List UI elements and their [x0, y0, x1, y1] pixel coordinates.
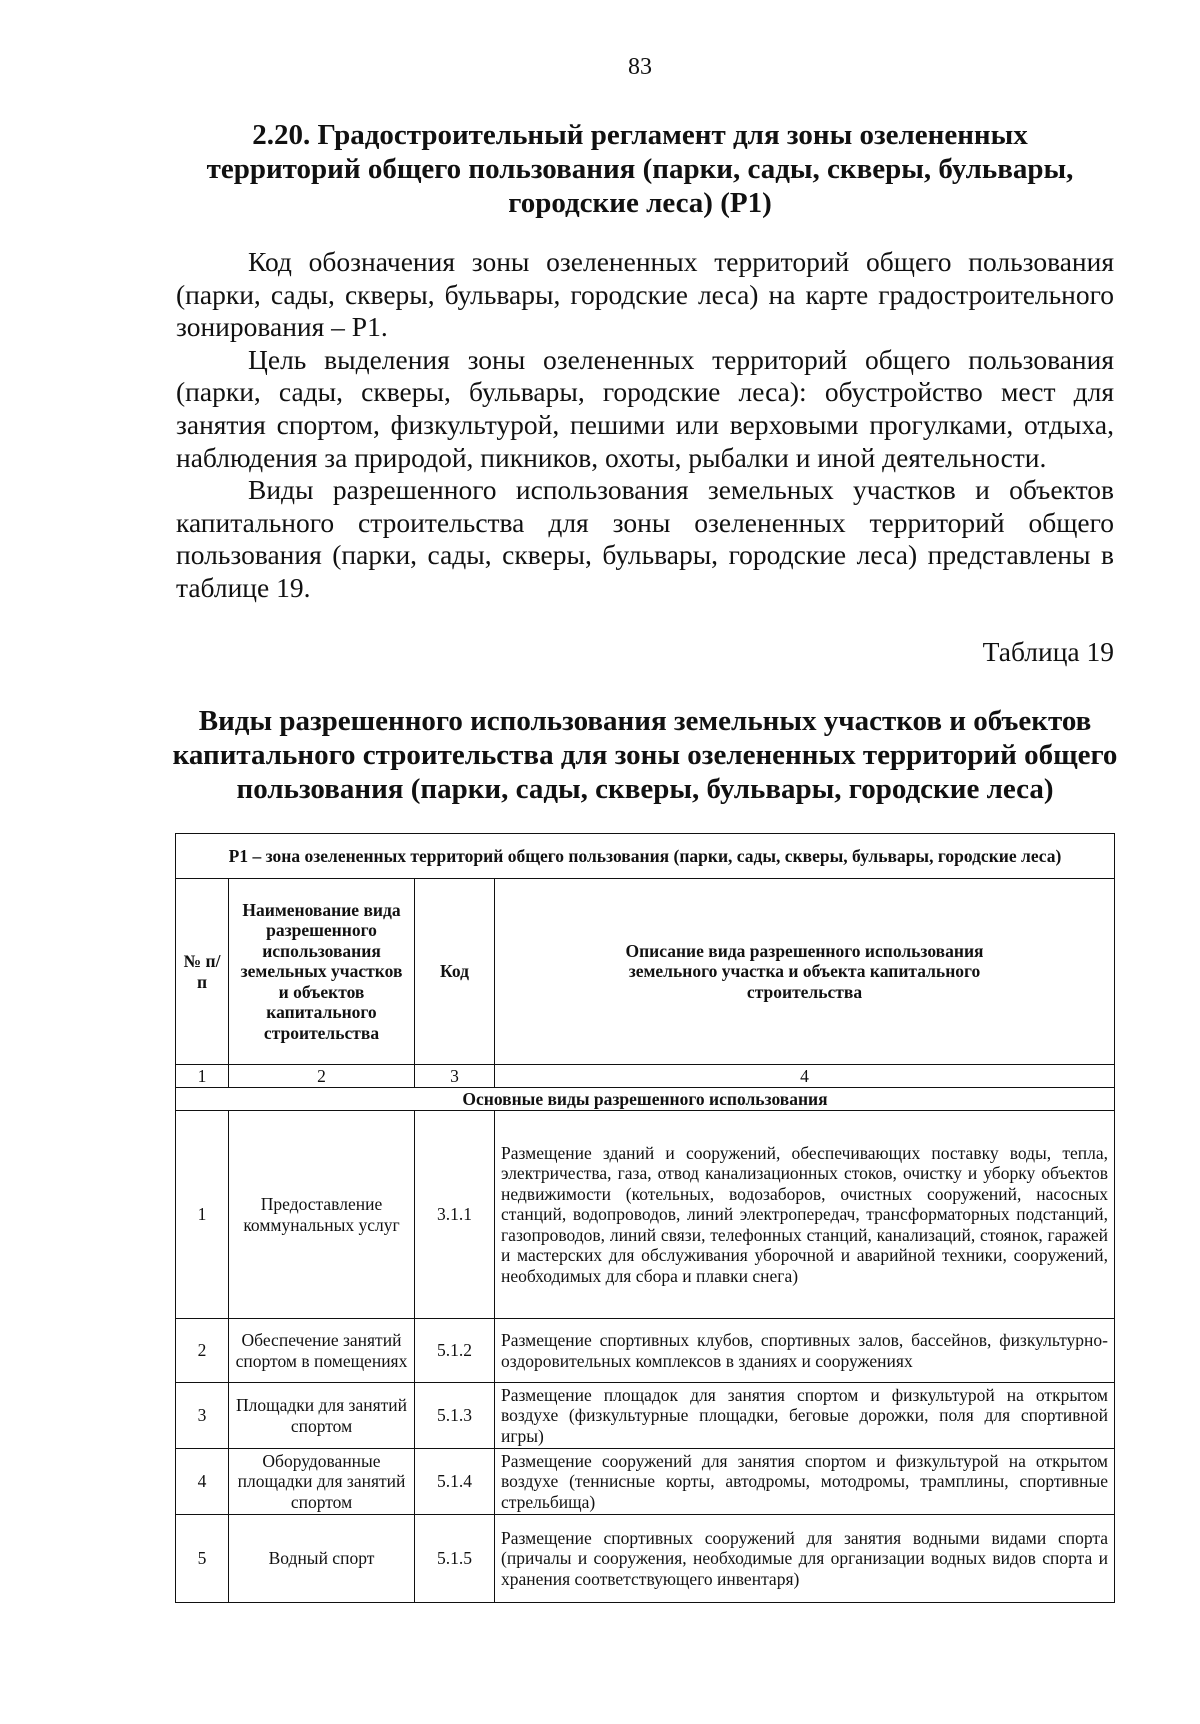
column-number: 1: [176, 1065, 229, 1088]
row-code: 3.1.1: [415, 1111, 495, 1319]
header-num: № п/п: [176, 879, 229, 1065]
row-num: 5: [176, 1515, 229, 1603]
row-code: 5.1.5: [415, 1515, 495, 1603]
table-row: [176, 1383, 1115, 1449]
row-description: Размещение спортивных клубов, спортивных залов, бассейнов, физкультурно-оздоровительных комплексов в зданиях и сооружениях: [495, 1319, 1115, 1383]
row-num: 3: [176, 1383, 229, 1449]
row-description: Размещение спортивных сооружений для занятия водными видами спорта (причалы и сооружения, необходимые для организации водных видов спорта и хранения соответствующего инвентаря): [495, 1515, 1115, 1603]
row-code: 5.1.3: [415, 1383, 495, 1449]
row-description: Размещение зданий и сооружений, обеспечивающих поставку воды, тепла, электричества, газа, отвод канализационных стоков, очистку и уборку объектов недвижимости (котельных, водозаборов, очистных сооружений, насосных станций, водопроводов, линий электропередач, трансформаторных подстанций, газопроводов, линий связи, телефонных станций, канализаций, стоянок, гаражей и мастерских для обслуживания уборочной и аварийной техники, сооружений, необходимых для сбора и плавки снега): [495, 1111, 1115, 1319]
row-name: Обеспечение занятий спортом в помещениях: [229, 1319, 415, 1383]
row-name: Предоставление коммунальных услуг: [229, 1111, 415, 1319]
page-number: 83: [628, 54, 652, 80]
header-name: Наименование вида разрешенного использования земельных участков и объектов капитального строительства: [229, 879, 415, 1065]
row-code: 5.1.2: [415, 1319, 495, 1383]
zone-header-cell: Р1 – зона озелененных территорий общего пользования (парки, сады, скверы, бульвары, городские леса): [176, 834, 1115, 879]
row-description: Размещение сооружений для занятия спортом и физкультурой на открытом воздухе (теннисные корты, автодромы, мотодромы, трамплины, спортивные стрельбища): [495, 1449, 1115, 1515]
row-num: 4: [176, 1449, 229, 1515]
body-text: [176, 246, 1114, 605]
row-num: 1: [176, 1111, 229, 1319]
table-row: [176, 1319, 1115, 1383]
paragraph-zone-code: Код обозначения зоны озелененных территорий общего пользования (парки, сады, скверы, бульвары, городские леса) на карте градостроительного зонирования – Р1.: [176, 246, 1114, 343]
paragraph-permitted-uses: Виды разрешенного использования земельных участков и объектов капитального строительства для зоны озелененных территорий общего пользования (парки, сады, скверы, бульвары, городские леса) представлены в таблице 19.: [176, 474, 1114, 603]
column-number: 2: [229, 1065, 415, 1088]
row-name: Водный спорт: [229, 1515, 415, 1603]
permitted-uses-table: [175, 833, 1115, 1603]
column-number: 4: [495, 1065, 1115, 1088]
header-code: Код: [415, 879, 495, 1065]
paragraph-zone-purpose: Цель выделения зоны озелененных территорий общего пользования (парки, сады, скверы, бульвары, городские леса): обустройство мест для занятия спортом, физкультурой, пешими или верховыми прогулками, отдыха, наблюдения за природой, пикников, охоты, рыбалки и иной деятельности.: [176, 343, 1114, 473]
section-row: [176, 1088, 1115, 1111]
table-row: [176, 1449, 1115, 1515]
row-code: 5.1.4: [415, 1449, 495, 1515]
table-caption: Таблица 19: [982, 636, 1114, 667]
section-title: 2.20. Градостроительный регламент для зоны озелененных территорий общего пользования (парки, сады, скверы, бульвары, городские леса) (Р1): [206, 119, 1074, 219]
header-description: Описание вида разрешенного использования земельного участка и объекта капитального строительства: [495, 879, 1115, 1065]
zone-header-row: [176, 834, 1115, 879]
column-number-row: [176, 1065, 1115, 1088]
row-name: Оборудованные площадки для занятий спортом: [229, 1449, 415, 1515]
column-header-row: [176, 879, 1115, 1065]
table-row: [176, 1515, 1115, 1603]
table-title: Виды разрешенного использования земельных участков и объектов капитального строительства для зоны озелененных территорий общего пользования (парки, сады, скверы, бульвары, городские леса): [172, 705, 1118, 805]
row-name: Площадки для занятий спортом: [229, 1383, 415, 1449]
row-num: 2: [176, 1319, 229, 1383]
table-row: [176, 1111, 1115, 1319]
section-label: Основные виды разрешенного использования: [176, 1088, 1115, 1111]
column-number: 3: [415, 1065, 495, 1088]
row-description: Размещение площадок для занятия спортом и физкультурой на открытом воздухе (физкультурные площадки, беговые дорожки, поля для спортивной игры): [495, 1383, 1115, 1449]
